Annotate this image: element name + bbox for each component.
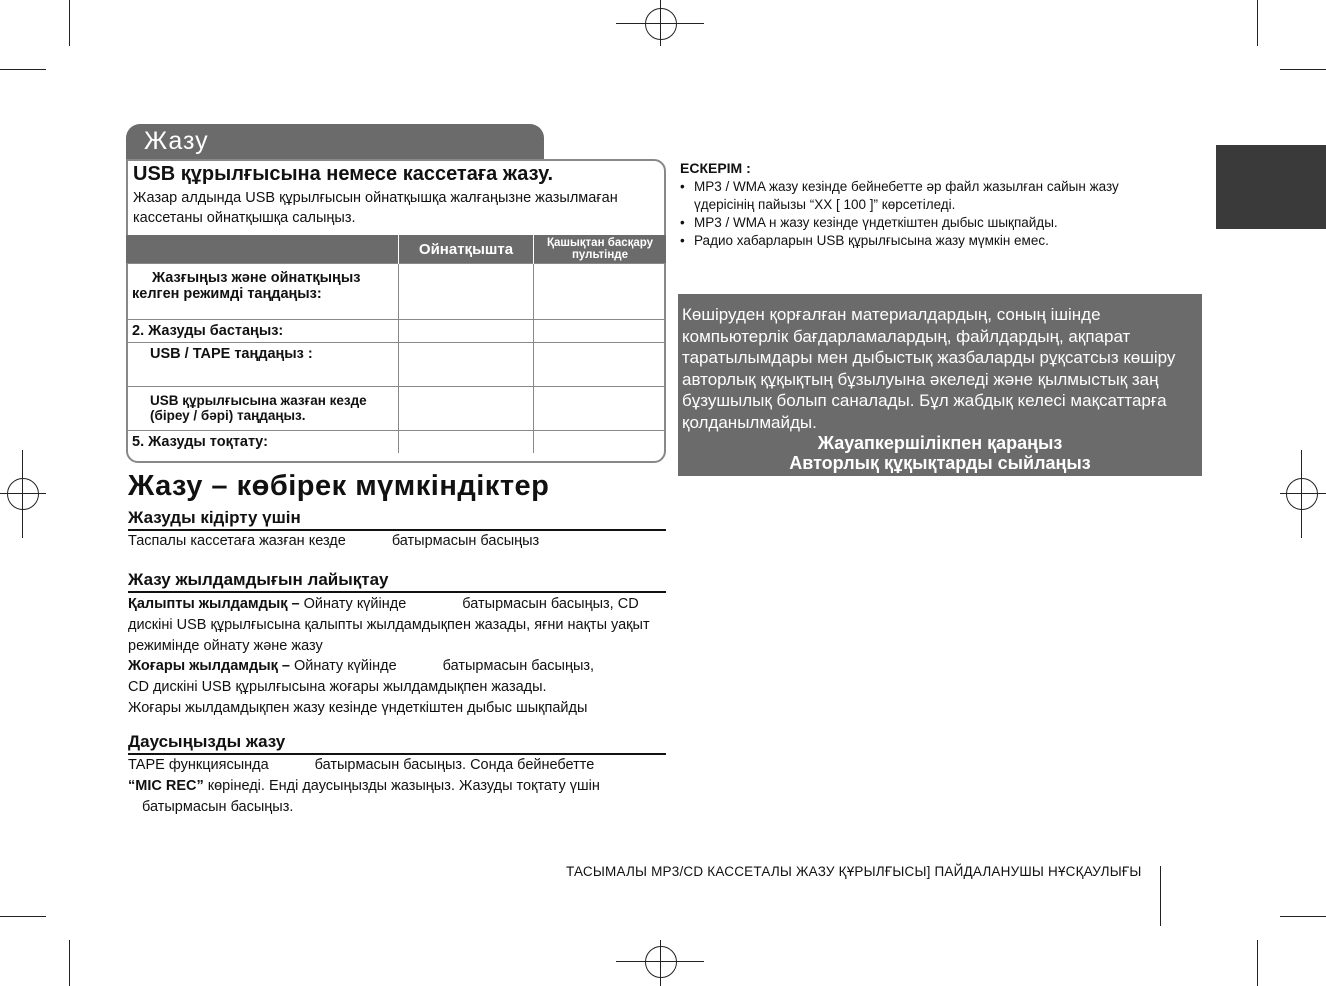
note-item: • MP3 / WMA жазу кезінде бейнебетте әр файл жазылған сайын жазу үдерісінің пайызы “XX [ 100 ]” көрсетіледі. [680,178,1160,214]
notes-title: ЕСКЕРІМ : [680,160,751,176]
table-cell [399,387,534,431]
step-5: 5. Жазуды тоқтатy: [126,431,399,454]
step-1: Жазғыңыз және ойнатқыңыз келген режимді таңдаңыз: [126,264,399,320]
table-header-cell [126,235,399,264]
crop-mark [1280,916,1326,917]
crop-mark [69,940,70,986]
high-speed-text: Жоғары жылдамдықпен жазу кезінде үндеткіштен дыбыс шықпайды [128,700,588,716]
voice-text: батырмасын басыңыз. [142,799,294,815]
page-footer: ТАСЫМАЛЫ MP3/CD КАССЕТАЛЫ ЖАЗУ ҚҰРЫЛҒЫСЫ] ПАЙДАЛАНУШЫ НҰСҚАУЛЫҒЫ [566,864,1142,879]
notes-list [680,178,1160,250]
warning-text: Көшіруден қорғалған материалдардың, соның ішінде компьютерлік бағдарламалардың, файлдардың, ақпарат таратылымдары мен дыбыстық жазбаларды рұқсатсыз көшіру авторлық құқықтың бұзылуына әкеледі және қылмыстық заң бұзушылық болып саналады. Бұл жабдық келесі мақсаттарға қолданылмайды. [682,305,1176,432]
crop-mark [0,69,46,70]
step-3: USB / TAPE таңдаңыз : [126,343,399,387]
table-cell [399,431,534,454]
normal-speed-text: батырмасын [462,596,547,612]
step-4: USB құрылғысына жазған кезде (біреу / бәрі) таңдаңыз. [126,387,399,431]
table-row [126,431,666,454]
crop-mark [1257,0,1258,46]
table-row [126,264,666,320]
registration-mark-line [1280,493,1326,494]
high-speed-text: батырмасын басыңыз, [442,658,595,674]
recording-steps-table [126,235,666,453]
registration-mark-line [1301,450,1302,538]
registration-mark [1286,478,1318,510]
crop-mark [1257,940,1258,986]
section-tab [126,124,544,160]
table-cell [534,431,667,454]
note-item: • MP3 / WMA н жазу кезінде үндеткіштен дыбыс шықпайды. [680,214,1160,232]
high-speed-paragraph [128,656,668,719]
column-player: Ойнатқышта [399,235,534,264]
registration-mark-line [22,450,23,538]
table-cell [534,387,667,431]
normal-speed-label: Қалыпты жылдамдық – [128,596,300,612]
voice-heading: Даусыңызды жазу [128,732,666,755]
voice-text: батырмасын басыңыз. Сонда бейнебетте [314,757,595,773]
registration-mark-line [660,0,661,46]
voice-text: көрінеді. Енді даусыңызды жазыңыз. Жазуды тоқтату үшін [207,778,600,794]
table-row [126,343,666,387]
high-speed-text: Ойнату күйінде [293,658,397,674]
table-row [126,320,666,343]
registration-mark [645,8,677,40]
table-row [126,387,666,431]
high-speed-label: Жоғары жылдамдық – [128,658,290,674]
pause-text: Таспалы кассетаға жазған кезде [128,533,346,549]
pause-paragraph [128,531,668,552]
section-tab-title: Жазу [144,127,209,155]
normal-speed-paragraph [128,594,668,657]
table-cell [399,343,534,387]
step-2: 2. Жазуды бастаңыз: [126,320,399,343]
note-item: • Радио хабарларын USB құрылғысына жазу мүмкін емес. [680,232,1160,250]
registration-mark [7,478,39,510]
table-cell [534,343,667,387]
box-title: USB құрылғысына немесе кассетаға жазу. [133,163,554,185]
registration-mark-line [660,940,661,986]
table-cell [399,264,534,320]
warning-line-2: Авторлық құқықтарды сыйлаңыз [789,453,1091,473]
crop-mark [0,916,46,917]
high-speed-text: CD дискіні USB құрылғысына жоғары жылдамдықпен жазады. [128,679,547,695]
box-intro: Жазар алдында USB құрылғысын ойнатқышқа жалғаңызне жазылмаған кассетаны ойнатқышқа салыңыз. [133,190,618,226]
side-tab [1216,145,1326,229]
table-cell [534,264,667,320]
pause-heading: Жазуды кідірту үшін [128,508,666,531]
column-remote: Қашықтан басқару пультінде [534,235,667,264]
table-cell [399,320,534,343]
more-features-heading: Жазу – көбірек мүмкіндіктер [128,470,550,502]
mic-rec-label: “MIC REC” [128,778,204,794]
warning-line-1: Жауапкершілікпен қараңыз [817,433,1063,453]
crop-mark [1280,69,1326,70]
normal-speed-text: Ойнату күйінде [303,596,407,612]
speed-heading: Жазу жылдамдығын лайықтау [128,570,666,593]
voice-text: TAPE функциясында [128,757,269,773]
table-cell [534,320,667,343]
table-header-row [126,235,666,264]
crop-mark [69,0,70,46]
pause-text: батырмасын басыңыз [391,533,540,549]
registration-mark [645,946,677,978]
copyright-warning [678,294,1202,476]
normal-speed-text: басыңыз, CD дискіні USB құрылғысына қалыпты жылдамдықпен жазады, яғни нақты уақыт режимінде ойнату және жазу [128,596,650,654]
voice-paragraph [128,755,668,818]
registration-mark-line [0,493,46,494]
crop-mark [1160,866,1161,926]
